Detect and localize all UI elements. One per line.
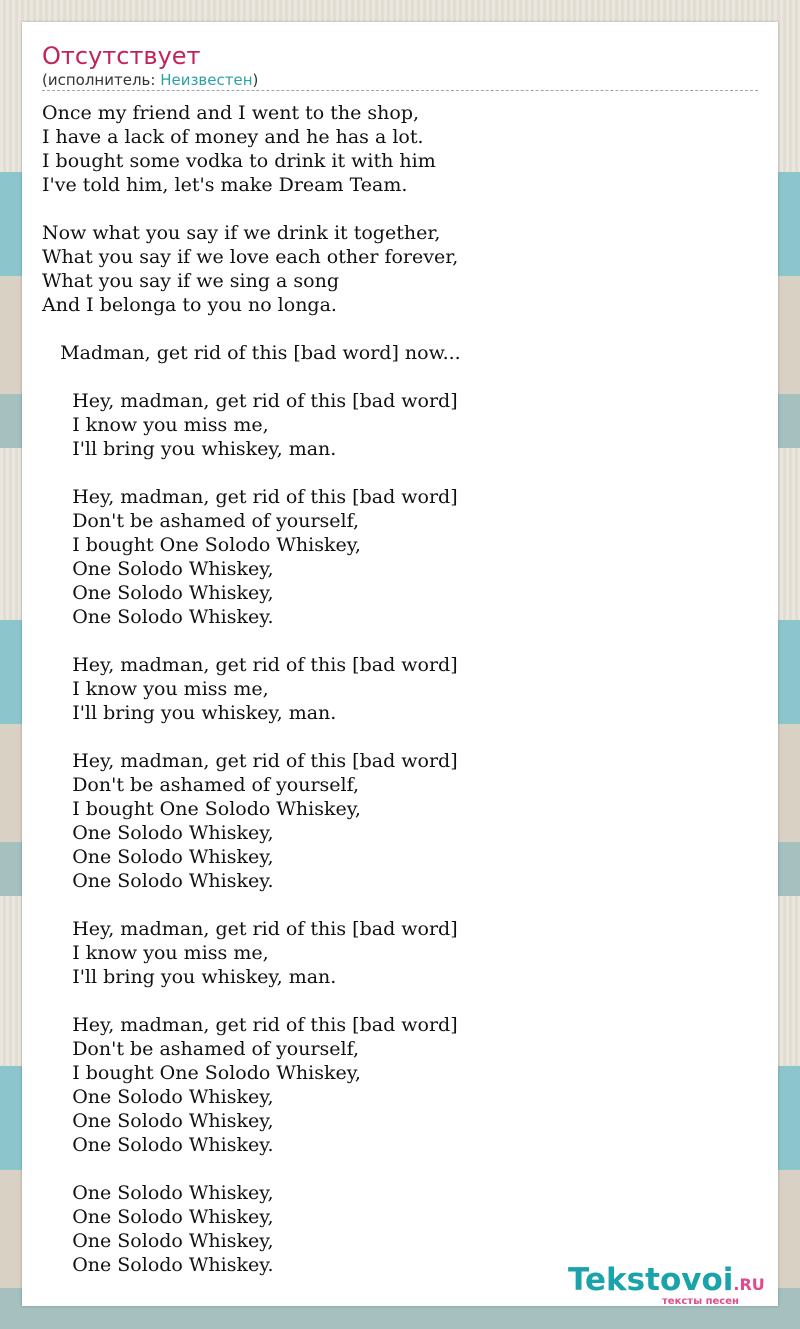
logo-brand: Tekstovoi <box>568 1262 734 1298</box>
tekstovoi-logo[interactable] <box>568 1262 765 1307</box>
artist-link[interactable]: Неизвестен <box>160 71 253 89</box>
logo-tagline: тексты песен <box>662 1296 739 1307</box>
artist-suffix: ) <box>252 71 259 89</box>
logo-tld: .RU <box>733 1275 765 1294</box>
lyrics-card <box>22 22 778 1306</box>
divider <box>42 90 758 91</box>
lyrics-text: Once my friend and I went to the shop, I have a lack of money and he has a lot. I bought some vodka to drink it with him I've told him, let's make Dream Team. Now what you say if we drink it together, What you say if we love each other forever, What you say if we sing a song And I belonga to you no longa. Madman, get rid of this [bad word] now... Hey, madman, get rid of this [bad word] I know you miss me, I'll bring you whiskey, man. Hey, madman, get rid of this [bad word] Don't be ashamed of yourself, I bought One Solodo Whiskey, One Solodo Whiskey, One Solodo Whiskey, One Solodo Whiskey. Hey, madman, get rid of this [bad word] I know you miss me, I'll bring you whiskey, man. Hey, madman, get rid of this [bad word] Don't be ashamed of yourself, I bought One Solodo Whiskey, One Solodo Whiskey, One Solodo Whiskey, One Solodo Whiskey. Hey, madman, get rid of this [bad word] I know you miss me, I'll bring you whiskey, man. Hey, madman, get rid of this [bad word] Don't be ashamed of yourself, I bought One Solodo Whiskey, One Solodo Whiskey, One Solodo Whiskey, One Solodo Whiskey. One Solodo Whiskey, One Solodo Whiskey, One Solodo Whiskey, One Solodo Whiskey. <box>42 102 461 1276</box>
artist-line <box>42 70 258 90</box>
artist-prefix: (исполнитель: <box>42 71 161 89</box>
song-title: Отсутствует <box>42 42 201 70</box>
